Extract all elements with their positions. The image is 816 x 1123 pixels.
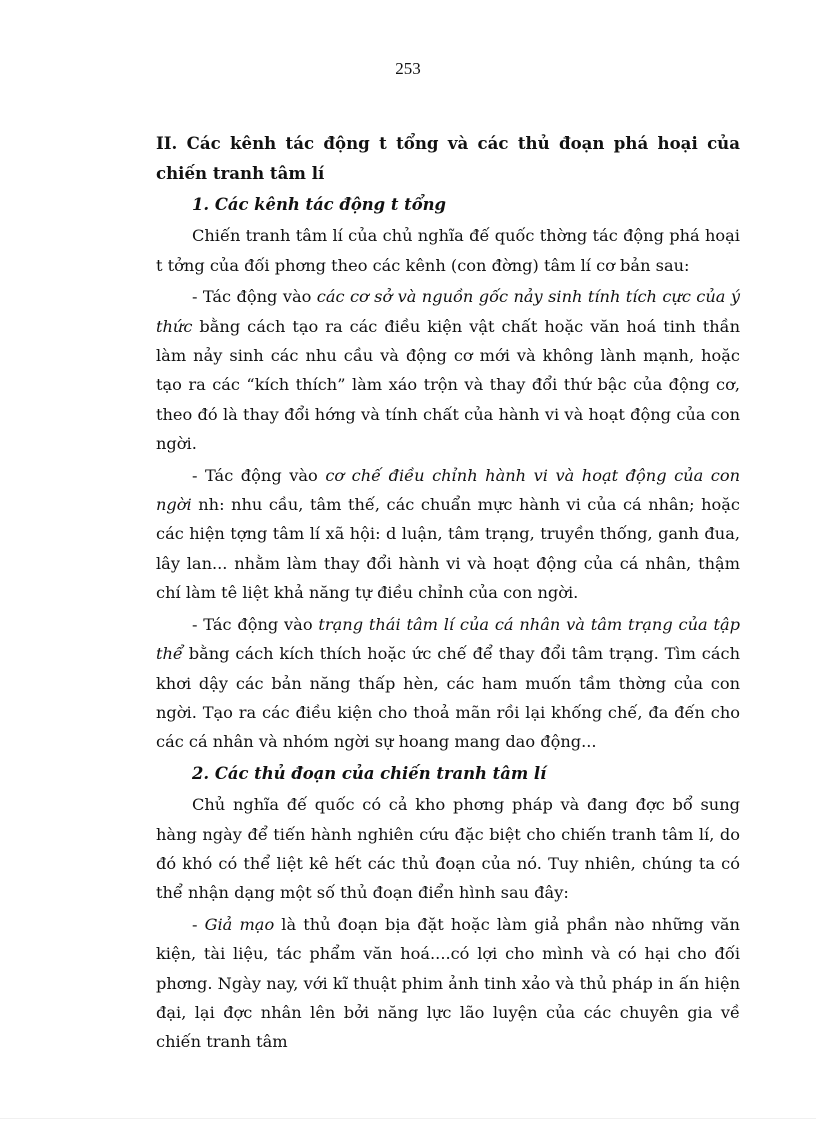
paragraph-body: bằng cách tạo ra các điều kiện vật chất hoặc văn hoá tinh thần làm nảy sinh các nhu cầu và động cơ mới và không lành mạnh, hoặc tạo ra các “kích thích” làm xáo trộn và thay đổi thứ bậc của động cơ, theo đó là thay đổi hớng và tính chất của hành vi và hoạt động của con ngời. xyxy=(156,316,740,454)
emphasis-text: cơ chế điều chỉnh hành vi và hoạt động của con ngời xyxy=(156,465,741,515)
paragraph-lead: - Tác động vào xyxy=(192,614,319,634)
paragraph-body: nh: nhu cầu, tâm thế, các chuẩn mực hành vi của cá nhân; hoặc các hiện tợng tâm lí xã hội: d luận, tâm trạng, truyền thống, ganh đua, lây lan... nhằm làm thay đổi hành vi và hoạt động của cá nhân, thậm chí làm tê liệt khả năng tự điều chỉnh của con ngời. xyxy=(156,495,740,603)
emphasis-text: trạng thái tâm lí của cá nhân và tâm trạng của tập thể xyxy=(156,614,740,664)
paragraph-lead: - Tác động vào xyxy=(192,287,317,307)
paragraph-body: là thủ đoạn bịa đặt hoặc làm giả phần nào những văn kiện, tài liệu, tác phẩm văn hoá....có lợi cho mình và có hại cho đối phơng. Ngày nay, với kĩ thuật phim ảnh tinh xảo và thủ pháp in ấn hiện đại, lại đợc nhân lên bởi năng lực lão luyện của các chuyên gia về chiến tranh tâm xyxy=(156,914,740,1052)
paragraph-channel-3 xyxy=(156,610,740,757)
paragraph-lead: - xyxy=(192,914,205,934)
paragraph-body: bằng cách kích thích hoặc ức chế để thay đổi tâm trạng. Tìm cách khơi dậy các bản năng thấp hèn, các ham muốn tầm thờng của con ngời. Tạo ra các điều kiện cho thoả mãn rồi lại khống chế, đa đến cho các cá nhân và nhóm ngời sự hoang mang dao động... xyxy=(156,644,740,752)
paragraph-forgery xyxy=(156,910,740,1057)
section-heading: II. Các kênh tác động t tổng và các thủ đoạn phá hoại của chiến tranh tâm lí xyxy=(156,133,740,183)
subsection-heading-channels: 1. Các kênh tác động t tổng xyxy=(192,195,447,214)
emphasis-text: Giả mạo xyxy=(204,914,275,934)
paragraph-channel-2 xyxy=(156,461,740,608)
emphasis-text: các cơ sở và nguồn gốc nảy sinh tính tích cực của ý thức xyxy=(156,287,740,336)
paragraph-lead: - Tác động vào xyxy=(192,465,326,485)
page-number: 253 xyxy=(395,59,421,78)
document-body xyxy=(156,128,740,1057)
paragraph-channel-1 xyxy=(156,282,740,458)
subsection-heading-tactics: 2. Các thủ đoạn của chiến tranh tâm lí xyxy=(192,763,547,783)
paragraph-tactics-intro: Chủ nghĩa đế quốc có cả kho phơng pháp và đang đợc bổ sung hàng ngày để tiến hành nghiên cứu đặc biệt cho chiến tranh tâm lí, do đó khó có thể liệt kê hết các thủ đoạn của nó. Tuy nhiên, chúng ta có thể nhận dạng một số thủ đoạn điển hình sau đây: xyxy=(156,795,740,903)
page-bottom-edge xyxy=(0,1118,816,1119)
paragraph-intro: Chiến tranh tâm lí của chủ nghĩa đế quốc thờng tác động phá hoại t tởng của đối phơng theo các kênh (con đờng) tâm lí cơ bản sau: xyxy=(156,226,740,275)
